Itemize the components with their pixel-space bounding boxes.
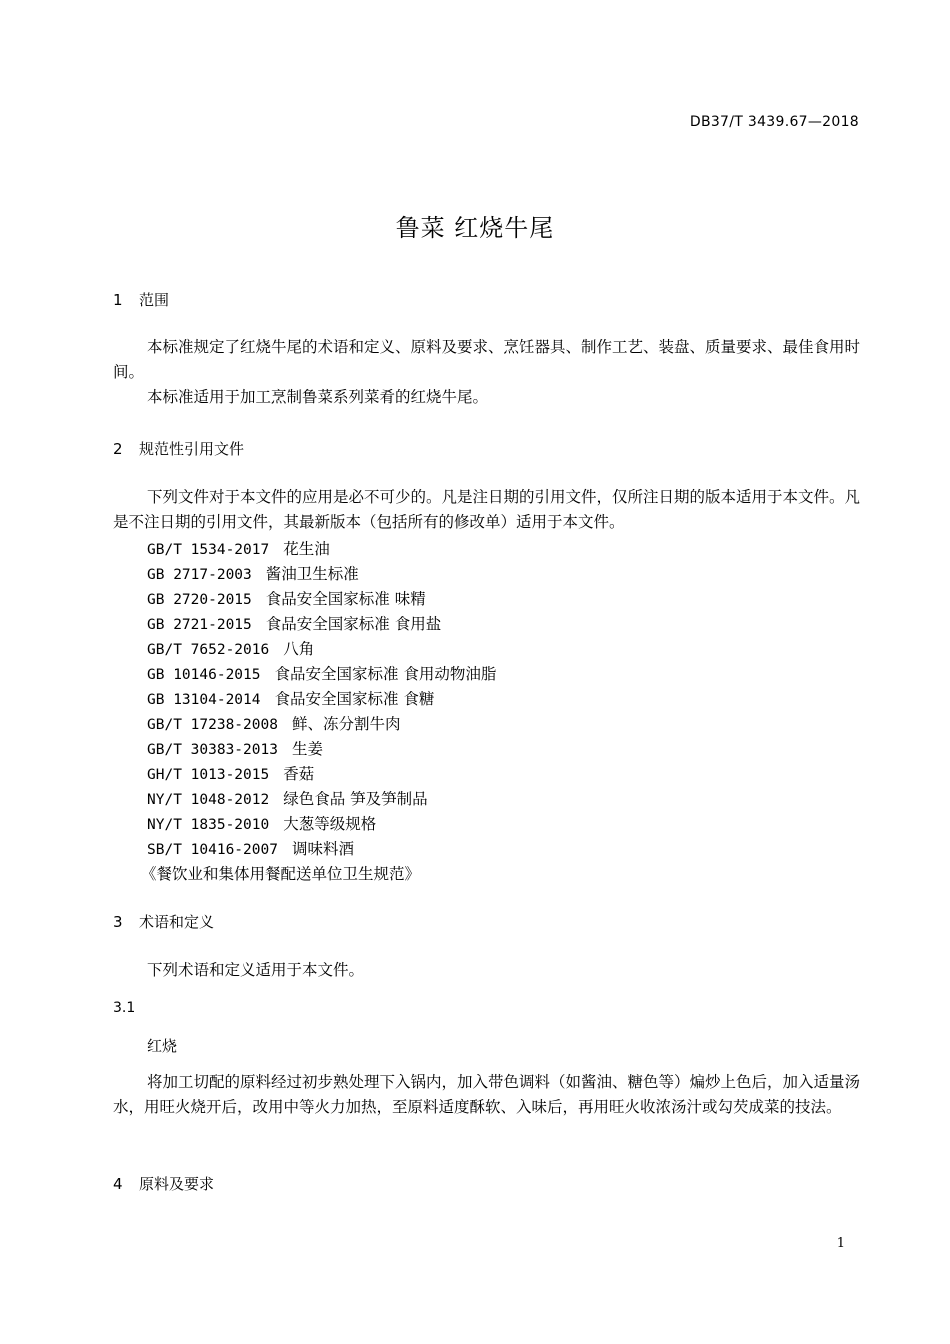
reference-item: [147, 587, 426, 609]
section-heading-normative-references: [113, 438, 244, 459]
reference-title: 大葱等级规格: [283, 815, 377, 833]
reference-title: 食品安全国家标准 食用动物油脂: [274, 665, 497, 683]
reference-code: GB 10146-2015: [147, 667, 261, 683]
reference-title: 绿色食品 笋及笋制品: [283, 790, 428, 808]
reference-item: [147, 562, 359, 584]
reference-item: [147, 612, 441, 634]
section-title: 规范性引用文件: [139, 440, 245, 458]
reference-title: 花生油: [283, 540, 330, 558]
section-title: 原料及要求: [139, 1175, 215, 1193]
reference-title: 鲜、冻分割牛肉: [291, 715, 401, 733]
section-number: 4: [113, 1175, 123, 1193]
reference-title: 食品安全国家标准 食用盐: [265, 615, 442, 633]
reference-title: 调味料酒: [291, 840, 354, 858]
reference-item: [147, 712, 400, 734]
reference-code: GB 13104-2014: [147, 692, 261, 708]
section-number: 1: [113, 291, 123, 309]
reference-code: GB/T 7652-2016: [147, 642, 270, 658]
section-title: 术语和定义: [139, 913, 215, 931]
reference-title: 酱油卫生标准: [265, 565, 359, 583]
section-heading-terms: [113, 911, 214, 932]
page-number: 1: [836, 1236, 845, 1251]
reference-code: GB 2721-2015: [147, 617, 252, 633]
reference-title: 八角: [283, 640, 315, 658]
reference-code: NY/T 1835-2010: [147, 817, 270, 833]
reference-item: [147, 687, 434, 709]
reference-code: GB 2720-2015: [147, 592, 252, 608]
section-heading-materials: [113, 1173, 214, 1194]
reference-code: GB 2717-2003: [147, 567, 252, 583]
scope-paragraph-1: 本标准规定了红烧牛尾的术语和定义、原料及要求、烹饪器具、制作工艺、装盘、质量要求、最佳食用时间。: [113, 338, 861, 381]
references-intro-paragraph: 下列文件对于本文件的应用是必不可少的。凡是注日期的引用文件，仅所注日期的版本适用于本文件。凡是不注日期的引用文件，其最新版本（包括所有的修改单）适用于本文件。: [113, 488, 861, 531]
reference-item: [147, 662, 496, 684]
subsection-number: 3.1: [113, 1000, 136, 1016]
reference-item: [141, 862, 420, 884]
terms-intro-paragraph: 下列术语和定义适用于本文件。: [147, 961, 365, 979]
term-definition: 将加工切配的原料经过初步熟处理下入锅内，加入带色调料（如酱油、糖色等）煸炒上色后，加入适量汤水，用旺火烧开后，改用中等火力加热，至原料适度酥软、入味后，再用旺火收浓汤汁或勾芡成菜的技法。: [113, 1073, 861, 1116]
reference-title: 生姜: [291, 740, 323, 758]
document-number: DB37/T 3439.67—2018: [689, 114, 859, 130]
reference-title: 《餐饮业和集体用餐配送单位卫生规范》: [141, 865, 421, 883]
section-title: 范围: [139, 291, 170, 309]
section-number: 3: [113, 913, 123, 931]
reference-item: [147, 762, 314, 784]
reference-item: [147, 637, 314, 659]
reference-code: SB/T 10416-2007: [147, 842, 278, 858]
reference-title: 食品安全国家标准 食糖: [274, 690, 435, 708]
reference-code: GB/T 30383-2013: [147, 742, 278, 758]
reference-item: [147, 787, 428, 809]
reference-title: 香菇: [283, 765, 315, 783]
reference-item: [147, 737, 323, 759]
reference-code: GB/T 1534-2017: [147, 542, 270, 558]
reference-code: GH/T 1013-2015: [147, 767, 270, 783]
reference-code: NY/T 1048-2012: [147, 792, 270, 808]
reference-code: GB/T 17238-2008: [147, 717, 278, 733]
reference-item: [147, 537, 330, 559]
section-number: 2: [113, 440, 123, 458]
reference-item: [147, 812, 376, 834]
scope-paragraph-2: 本标准适用于加工烹制鲁菜系列菜肴的红烧牛尾。: [147, 388, 489, 406]
term-name: 红烧: [147, 1037, 178, 1055]
reference-title: 食品安全国家标准 味精: [265, 590, 426, 608]
section-heading-scope: [113, 289, 169, 310]
reference-item: [147, 837, 354, 859]
page-title: 鲁菜 红烧牛尾: [395, 214, 555, 242]
